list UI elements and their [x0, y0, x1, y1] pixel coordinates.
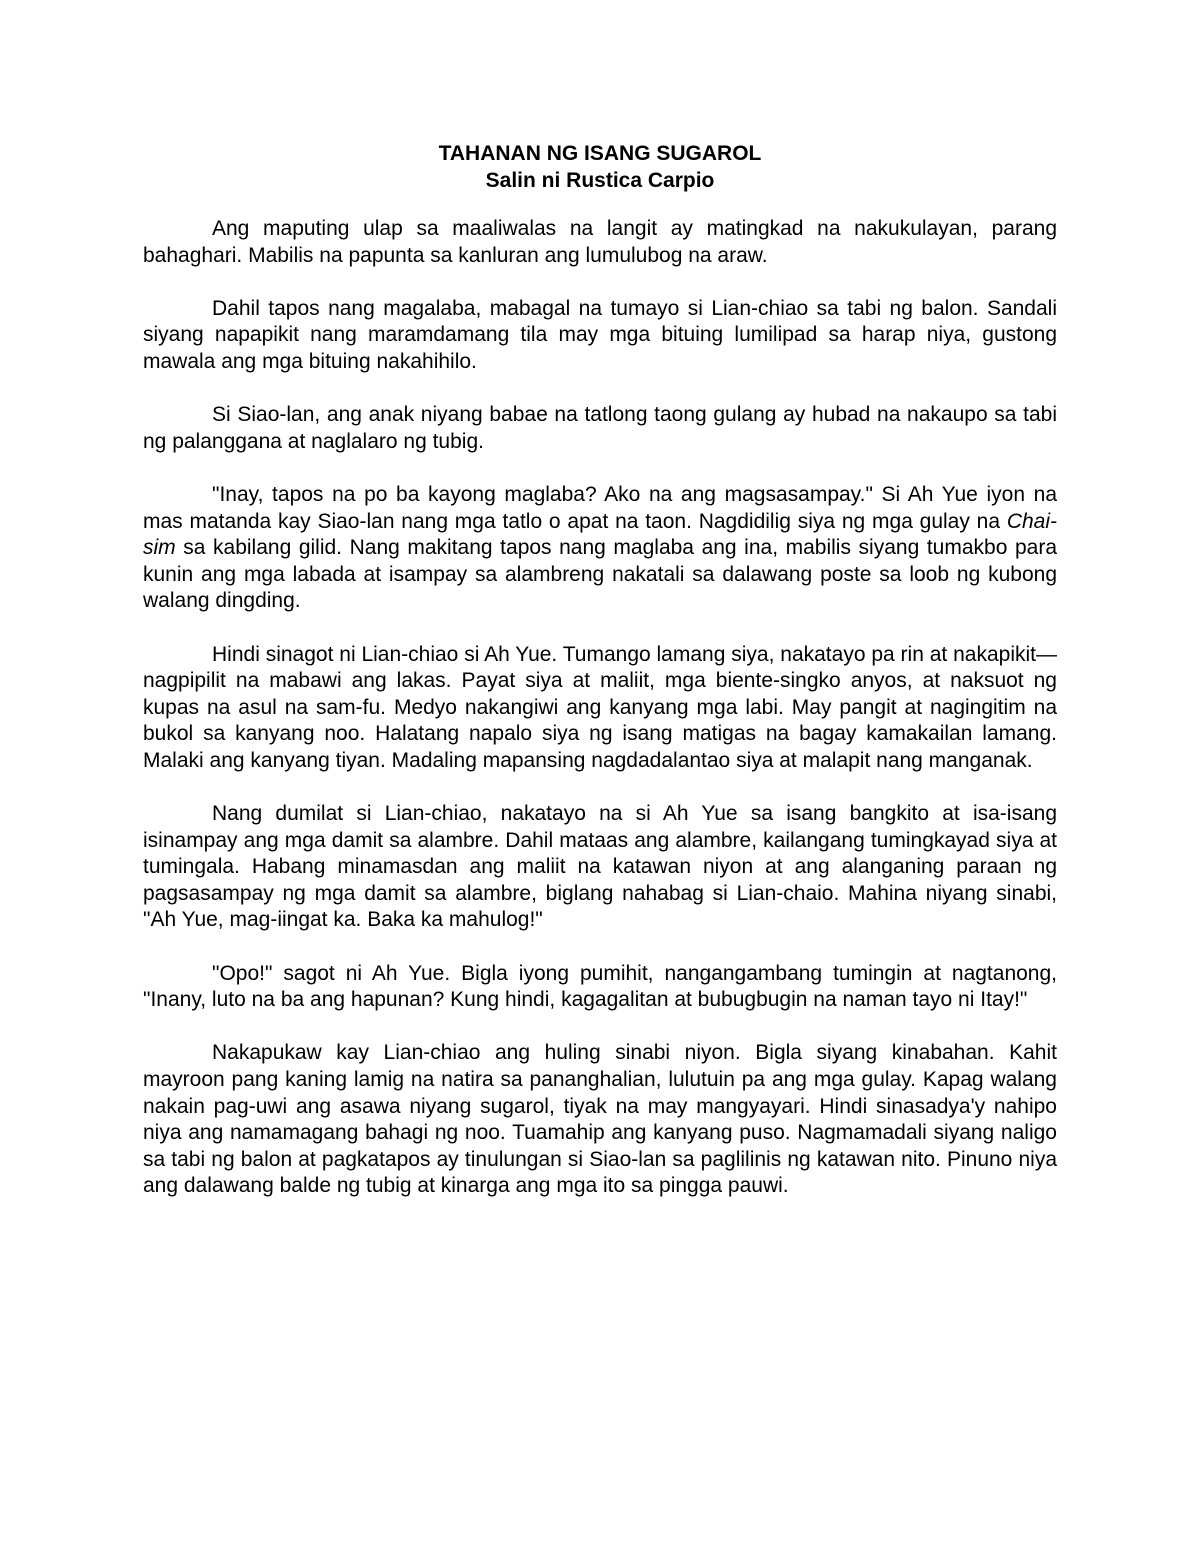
paragraph-8: Nakapukaw kay Lian-chiao ang huling sinabi niyon. Bigla siyang kinabahan. Kahit mayroon pang kaning lamig na natira sa pananghalian, lulutuin pa ang mga gulay. Kapag walang nakain pag-uwi ang asawa niyang sugarol, tiyak na may mangyayari. Hindi sinasadya'y nahipo niya ang namamagang bahagi ng noo. Tuamahip ang kanyang puso. Nagmamadali siyang naligo sa tabi ng balon at pagkatapos ay tinulungan si Siao-lan sa paglilinis ng katawan nito. Pinuno niya ang dalawang balde ng tubig at kinarga ang mga ito sa pingga pauwi. [143, 1041, 1057, 1198]
paragraph-2: Dahil tapos nang magalaba, mabagal na tumayo si Lian-chiao sa tabi ng balon. Sandali siyang napapikit nang maramdamang tila may mga bituing lumilipad sa harap niya, gustong mawala ang mga bituing nakahihilo. [143, 296, 1057, 373]
paragraph-4-italic-term: Chai-sim [143, 509, 1057, 560]
paragraph-6: Nang dumilat si Lian-chiao, nakatayo na si Ah Yue sa isang bangkito at isa-isang isinampay ang mga damit sa alambre. Dahil mataas ang alambre, kailangang tumingkayad siya at tumingala. Habang minamasdan ang maliit na katawan niyon at ang alanganing paraan ng pagsasampay ng mga damit sa alambre, biglang nahabag si Lian-chaio. Mahina niyang sinabi, "Ah Yue, mag-iingat ka. Baka ka mahulog!" [143, 802, 1057, 932]
paragraph-5: Hindi sinagot ni Lian-chiao si Ah Yue. Tumango lamang siya, nakatayo pa rin at nakapikit—nagpipilit na mabawi ang lakas. Payat siya at maliit, mga biente-singko anyos, at naksuot ng kupas na asul na sam-fu. Medyo nakangiwi ang kanyang mga labi. May pangit at nagingitim na bukol sa kanyang noo. Halatang napalo siya ng isang matigas na bagay kamakailan lamang. Malaki ang kanyang tiyan. Madaling mapansing nagdadalantao siya at malapit nang manganak. [143, 642, 1057, 772]
document-page [143, 140, 1057, 1227]
document-subtitle: Salin ni Rustica Carpio [485, 169, 715, 192]
paragraph-4-text-after: sa kabilang gilid. Nang makitang tapos nang maglaba ang ina, mabilis siyang tumakbo para kunin ang mga labada at isampay sa alambreng nakatali sa dalawang poste sa loob ng kubong walang dingding. [143, 536, 1057, 613]
document-title: TAHANAN NG ISANG SUGAROL [438, 142, 762, 165]
paragraph-7: "Opo!" sagot ni Ah Yue. Bigla iyong pumihit, nangangambang tumingin at nagtanong, "Inany, luto na ba ang hapunan? Kung hindi, kagagalitan at bubugbugin na naman tayo ni Itay!" [143, 961, 1057, 1012]
paragraph-1: Ang maputing ulap sa maaliwalas na langit ay matingkad na nakukulayan, parang bahaghari. Mabilis na papunta sa kanluran ang lumulubog na araw. [143, 217, 1057, 267]
title-block [143, 140, 1057, 194]
paragraph-3: Si Siao-lan, ang anak niyang babae na tatlong taong gulang ay hubad na nakaupo sa tabi ng palanggana at naglalaro ng tubig. [143, 403, 1057, 453]
paragraph-4 [143, 482, 1057, 615]
paragraph-4-text-before: "Inay, tapos na po ba kayong maglaba? Ako na ang magsasampay." Si Ah Yue iyon na mas matanda kay Siao-lan nang mga tatlo o apat na taon. Nagdidilig siya ng mga gulay na [143, 482, 1057, 533]
